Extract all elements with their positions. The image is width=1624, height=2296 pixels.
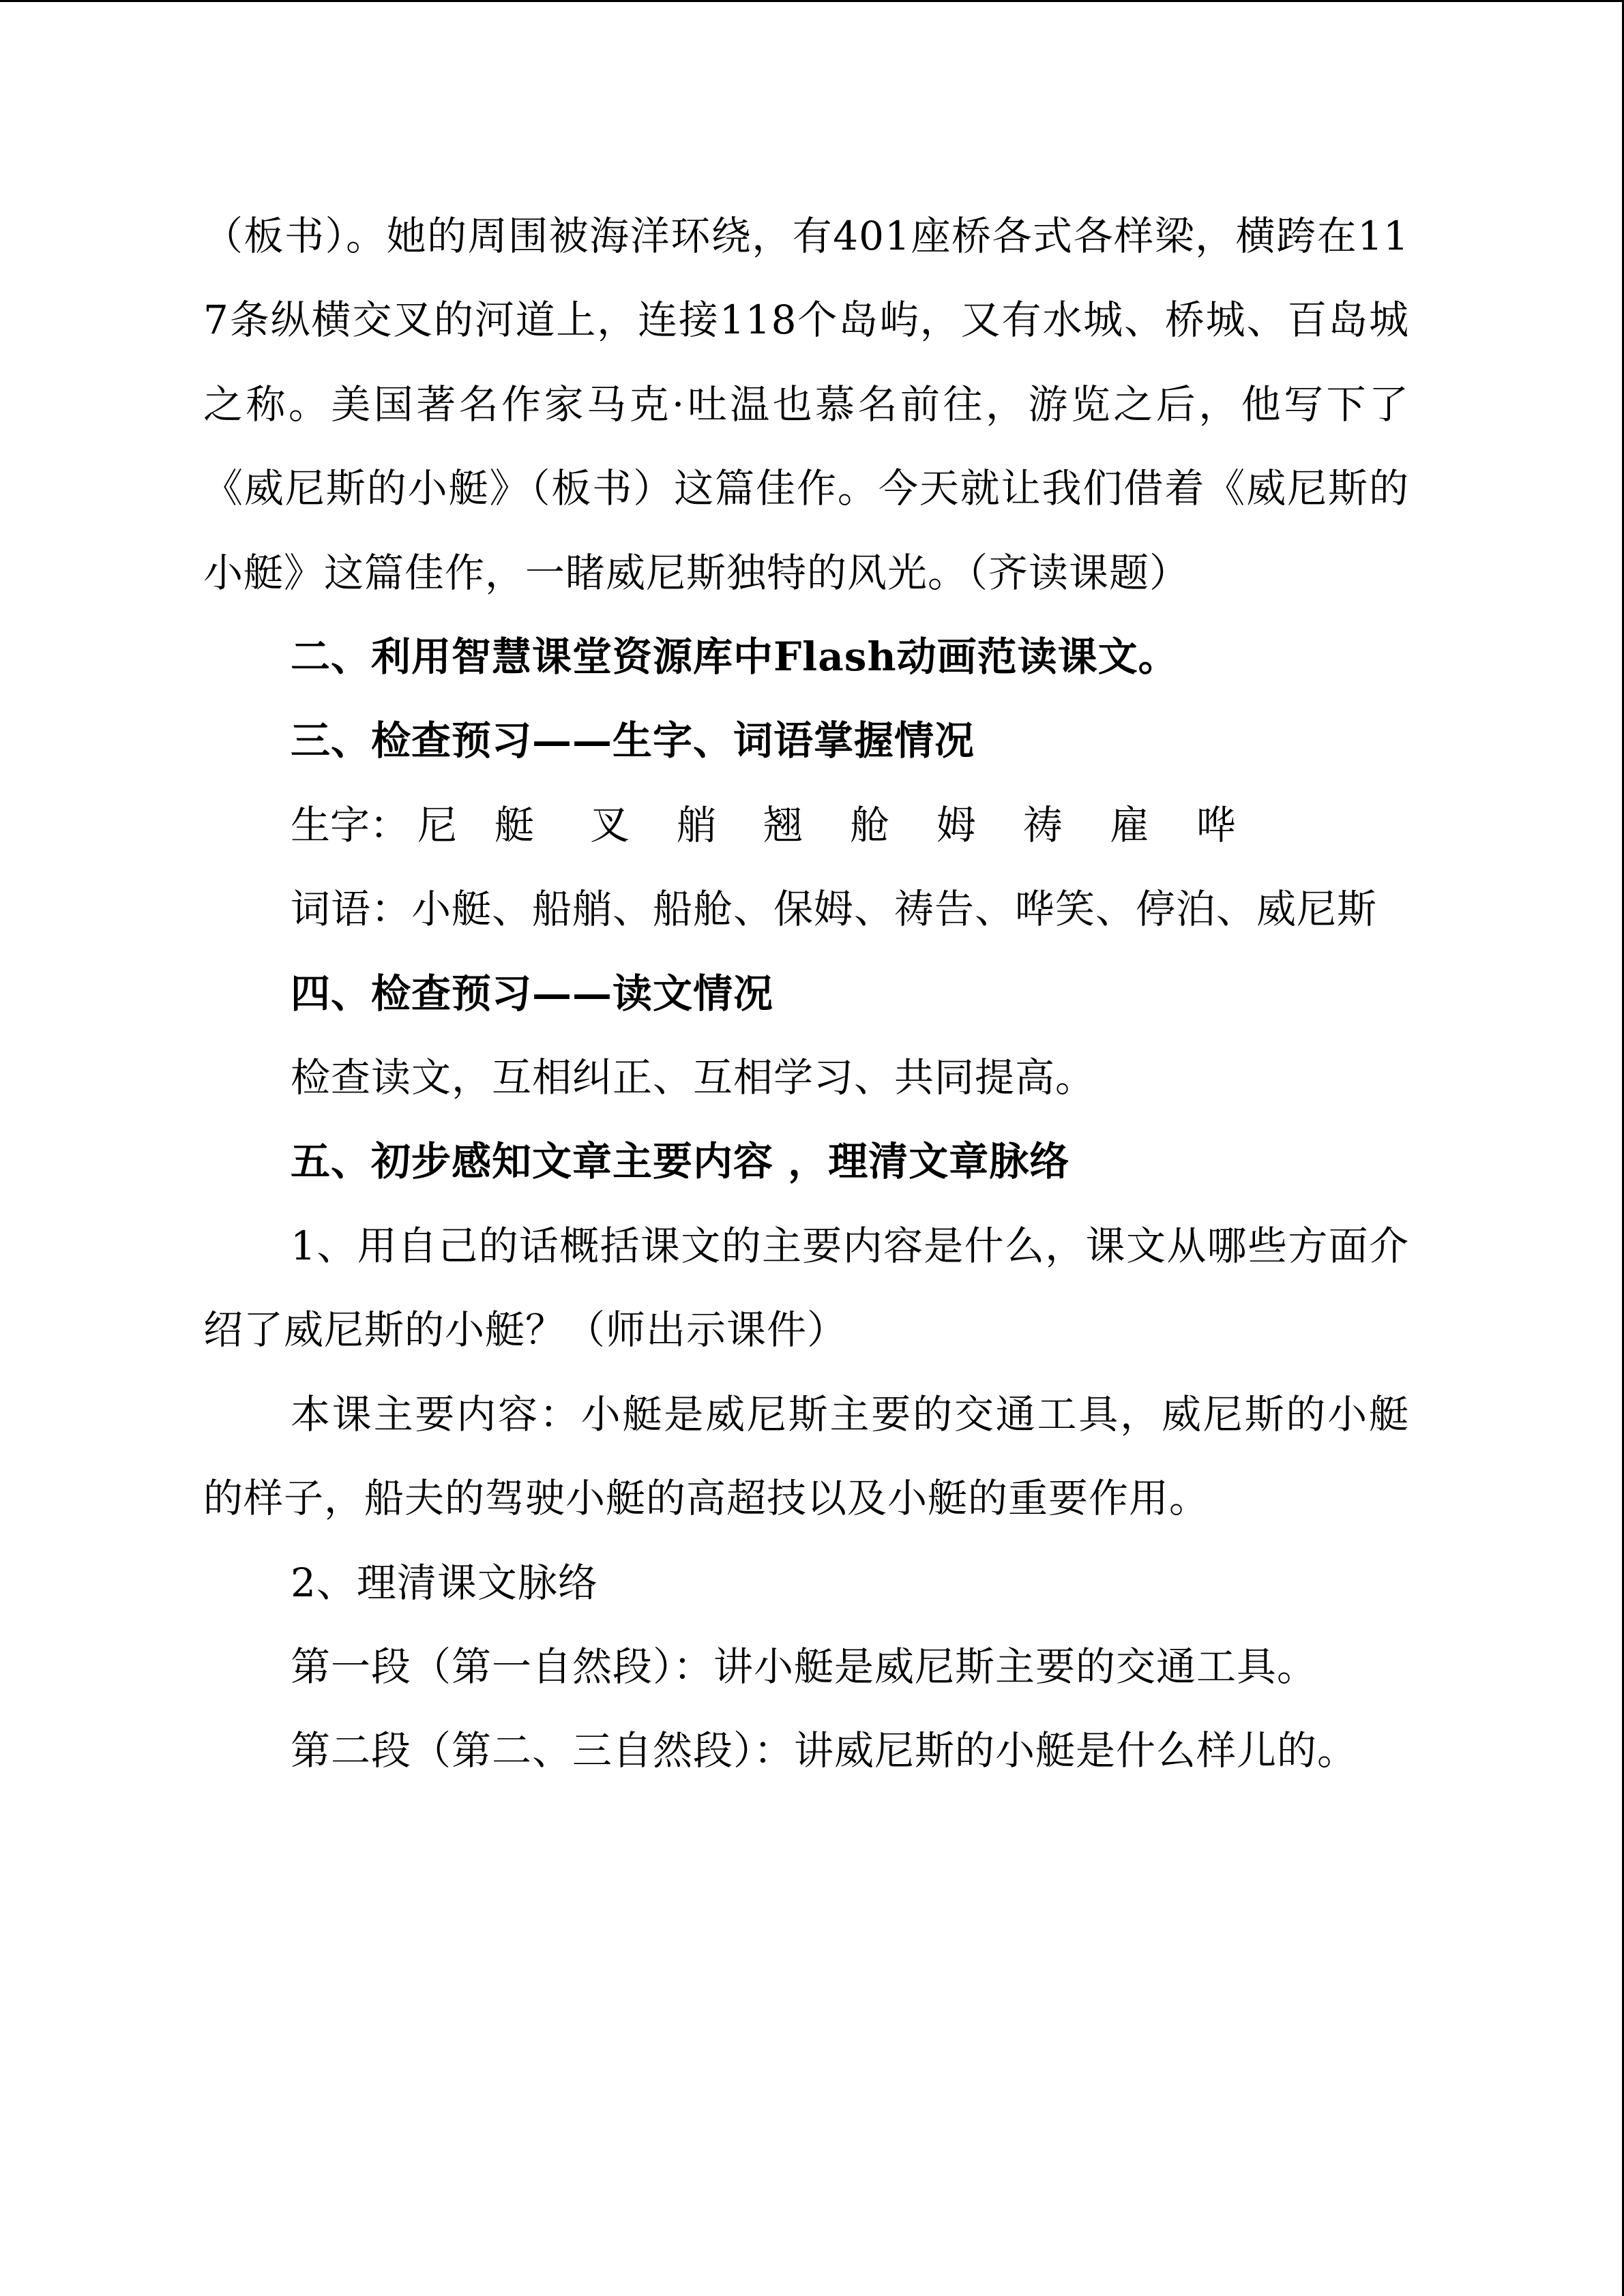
char-item: 舱 — [850, 801, 890, 848]
question-1: 1、用自己的话概括课文的主要内容是什么，课文从哪些方面介绍了威尼斯的小艇？（师出示课件） — [203, 1222, 1409, 1354]
new-characters-line — [203, 784, 1409, 867]
char-item: 雇 — [1110, 801, 1150, 848]
chars-label: 生字： — [291, 801, 410, 848]
page-border-top — [0, 0, 1624, 2]
outline-part-1: 第一段（第一自然段）：讲小艇是威尼斯主要的交通工具。 — [291, 1643, 1318, 1690]
outline-part-2: 第二段（第二、三自然段）：讲威尼斯的小艇是什么样儿的。 — [291, 1727, 1358, 1774]
char-item: 翘 — [763, 801, 803, 848]
section3-heading: 三、检查预习——生字、词语掌握情况 — [291, 717, 975, 764]
char-item: 艄 — [677, 801, 717, 848]
section4-heading: 四、检查预习——读文情况 — [291, 970, 774, 1017]
char-item: 叉 — [590, 801, 630, 848]
section2-heading: 二、利用智慧课堂资源库中Flash动画范读课文。 — [291, 633, 1179, 681]
main-content-summary: 本课主要内容：小艇是威尼斯主要的交通工具，威尼斯的小艇的样子，船夫的驾驶小艇的高超技以及小艇的重要作用。 — [203, 1390, 1409, 1522]
document-body — [203, 194, 1409, 1793]
vocabulary-paragraph: 词语：小艇、船艄、船舱、保姆、祷告、哗笑、停泊、威尼斯 — [291, 886, 1378, 933]
char-item: 艇 — [494, 801, 535, 848]
char-item: 哗 — [1196, 801, 1237, 848]
section5-heading: 五、初步感知文章主要内容 ，理清文章脉络 — [291, 1138, 1070, 1185]
section4-body: 检查读文，互相纠正、互相学习、共同提高。 — [291, 1054, 1096, 1101]
char-item: 祷 — [1023, 801, 1063, 848]
char-item: 姆 — [936, 801, 977, 848]
question-2: 2、理清课文脉络 — [291, 1559, 598, 1606]
char-item: 尼 — [417, 801, 458, 848]
intro-paragraph: （板书）。她的周围被海洋环绕，有401座桥各式各样梁，横跨在117条纵横交叉的河道上，连接118个岛屿，又有水城、桥城、百岛城之称。美国著名作家马克·吐温也慕名前往，游览之后，他写下了《威尼斯的小艇》（板书）这篇佳作。今天就让我们借着《威尼斯的小艇》这篇佳作，一睹威尼斯独特的风光。（齐读课题） — [203, 213, 1409, 596]
